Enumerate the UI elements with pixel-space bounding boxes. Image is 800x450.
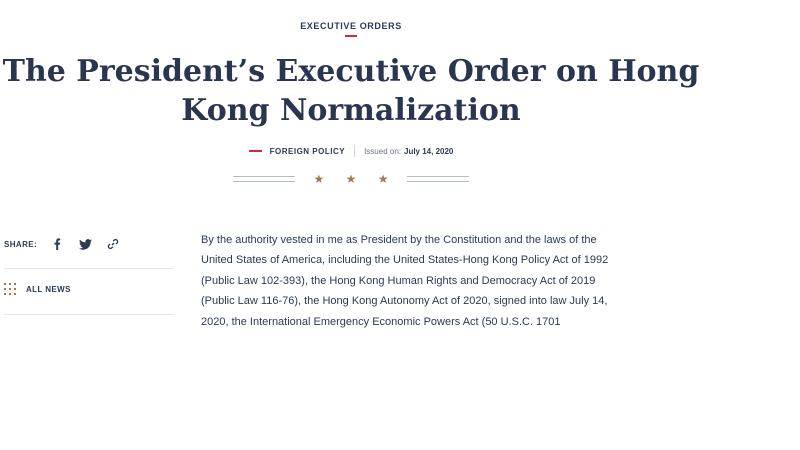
all-news-link[interactable] [4,283,173,295]
share-label: SHARE: [4,239,38,249]
twitter-icon[interactable] [77,236,93,252]
category-link[interactable]: EXECUTIVE ORDERS [300,21,402,31]
category-underline [345,35,357,37]
issued-label: Issued on: [364,146,401,156]
grid-icon [4,283,16,295]
meta-separator [354,145,355,157]
facebook-icon[interactable] [49,236,65,252]
article-meta [0,145,702,157]
divider-rule-left [233,176,295,182]
link-icon[interactable] [105,236,121,252]
star-divider [0,172,702,186]
page-title: The President’s Executive Order on Hong Kong Normalization [2,54,700,128]
stars-icon: ★ ★ ★ [313,172,398,186]
divider-rule-right [407,176,469,182]
all-news-label: ALL NEWS [26,284,71,294]
tag-dash [249,150,262,152]
issue-tag-link[interactable]: FOREIGN POLICY [269,146,346,156]
article-body: By the authority vested in me as President by the Constitution and the laws of the United States of America, including the United States-Hong Kong Policy Act of 1992 (Public Law 102-393), the Hong Kong Human Rights and Democracy Act of 2019 (Public Law 116-76), the Hong Kong Autonomy Act of 2020, signed into law July 14, 2020, the International Emergency Economic Powers Act (50 U.S.C. 1701 [201,234,609,328]
share-bar [4,236,173,252]
sidebar-divider-bottom [4,314,173,315]
sidebar-divider-top [4,268,173,269]
issued-date: July 14, 2020 [404,146,454,156]
